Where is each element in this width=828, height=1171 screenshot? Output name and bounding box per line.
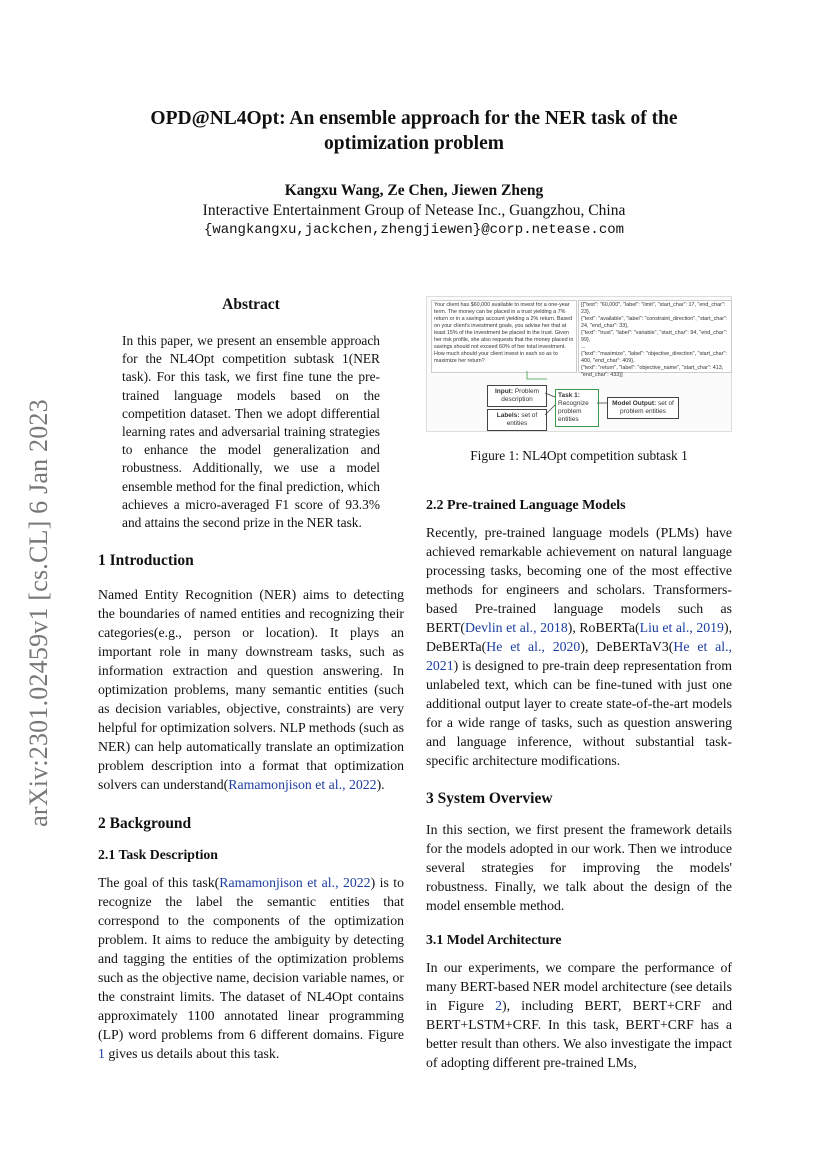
- figure-1: [426, 296, 732, 432]
- intro-citation[interactable]: Ramamonjison et al., 2022: [228, 777, 377, 793]
- paper-title: OPD@NL4Opt: An ensemble approach for the NER task of the optimization problem: [150, 108, 678, 154]
- input-box: Input: Problem description: [487, 385, 547, 407]
- system-overview-paragraph: In this section, we first present the framework details for the models adopted in our work. Then we introduce several strategies for improving the models' robustness. Finally, we talk about the design of the model ensemble method.: [426, 822, 732, 913]
- task-description-heading: 2.1 Task Description: [98, 847, 218, 863]
- json-line: {"text": "available", "label": "constraint_direction", "start_char": 24, "end_char": 33},: [581, 316, 728, 329]
- arxiv-stamp-text: arXiv:2301.02459v1 [cs.CL] 6 Jan 2023: [24, 399, 53, 827]
- abstract-text: In this paper, we present an ensemble approach for the NL4Opt competition subtask 1(NER task). For this task, we first fine tune the pre-trained language models based on the competition dataset. Then we adopt differential learning rates and adversarial training strategies to enhance the model generalization and robustness. Additionally, we use a model ensemble method for the final prediction, which achieves a micro-averaged F1 score of 93.3% and attains the second prize in the NER task.: [122, 333, 380, 531]
- json-line: ...: [581, 344, 586, 350]
- citation-roberta[interactable]: Liu et al., 2019: [639, 620, 724, 635]
- citation-deberta[interactable]: He et al., 2020: [486, 639, 581, 654]
- plm-heading: 2.2 Pre-trained Language Models: [426, 498, 626, 513]
- intro-paragraph: [98, 585, 404, 794]
- paper-affiliation: Interactive Entertainment Group of Netease Inc., Guangzhou, China: [202, 202, 626, 219]
- figure-caption: Figure 1: NL4Opt competition subtask 1: [470, 448, 688, 463]
- plm-text-3: ), DeBERTa(: [426, 620, 733, 654]
- task-text-end: gives us details about this task.: [104, 1046, 280, 1062]
- json-line: [{"text": "60,000", "label": "limit", "start_char": 17, "end_char": 23},: [581, 302, 726, 315]
- background-heading: 2 Background: [98, 815, 192, 833]
- paper-authors: Kangxu Wang, Ze Chen, Jiewen Zheng: [284, 182, 544, 199]
- json-line: {"text": "maximize", "label": "objective_direction", "start_char": 400, "end_char": 409},: [581, 351, 727, 364]
- labels-box: Labels: set of entities: [487, 409, 547, 431]
- json-line: {"text": "trust", "label": "variable", "start_char": 94, "end_char": 99},: [581, 330, 728, 343]
- abstract-heading: Abstract: [222, 296, 280, 313]
- intro-text: Named Entity Recognition (NER) aims to detecting the boundaries of named entities and recognizing their categories(e.g., person or location). It plays an important role in many downstream tasks, such as information extraction and question answering. In optimization problems, many semantic entities (such as decision variables, objective, constraints) are very helpful for optimization solvers. NLP methods (such as NER) can help automatically translate an optimization problem description into a format that optimization solvers can understand(: [98, 587, 404, 793]
- intro-tail: ).: [376, 777, 385, 793]
- task-text-post: ) is to recognize the label the semantic entities that correspond to the components of the optimization problem. It aims to reduce the ambiguity by detecting and tagging the entities of the optimization problems such as the objective name, decision variable names, or the constraint limits. The dataset of NL4Opt contains approximately 1100 annotated linear programming (LP) word problems from 6 different domains. Figure: [98, 875, 405, 1043]
- json-line: {"text": "return", "label": "objective_name", "start_char": 413, "end_char": 433}]: [581, 365, 724, 378]
- task-box: Task 1: Recognize problem entities: [555, 389, 599, 427]
- task-text-pre: The goal of this task(: [98, 875, 220, 891]
- right-column: [426, 296, 732, 1072]
- left-column: [98, 296, 404, 1063]
- figure-problem-text: Your client has $60,000 available to invest for a one-year term. The money can be placed in a trust yielding a 7% return or in a savings account yielding a 2% return. Based on your client's investment goals, you advise her that at least 15% of the investment be placed in the trust. Given her risk profile, she also requests that the money placed in savings should not exceed 60% of her total investment. How much should your client invest in each so as to maximize her return?: [431, 300, 577, 373]
- paper-email: {wangkangxu,jackchen,zhengjiewen}@corp.netease.com: [203, 222, 625, 238]
- figure-arrows: [427, 297, 733, 431]
- figure-2-ref[interactable]: 2: [495, 998, 503, 1013]
- task-description-paragraph: [98, 873, 404, 1063]
- figure-ref[interactable]: 1: [98, 1046, 105, 1062]
- arch-text-1: In our experiments, we compare the performance of many BERT-based NER model architecture (see details in Figure: [426, 960, 732, 1013]
- system-overview-heading: 3 System Overview: [426, 790, 553, 807]
- model-architecture-heading: 3.1 Model Architecture: [426, 932, 562, 947]
- output-box: Model Output: set of problem entities: [607, 397, 679, 419]
- plm-text-4: ), DeBERTaV3(: [580, 639, 674, 654]
- arch-text-2: ), including BERT, BERT+CRF and BERT+LSTM+CRF. In this task, BERT+CRF has a better result than others. We also investigate the impact of adopting different pre-trained LMs,: [426, 998, 732, 1070]
- task-citation[interactable]: Ramamonjison et al., 2022: [219, 875, 371, 891]
- intro-heading: 1 Introduction: [98, 552, 194, 570]
- arxiv-stamp: [8, 378, 70, 848]
- plm-text-1: Recently, pre-trained language models (PLMs) have achieved remarkable achievement on natural language processing tasks, becoming one of the most effective methods for engineers and scholars. Transformers-based Pre-trained language models such as BERT(: [426, 525, 732, 635]
- plm-text-5: ) is designed to pre-train deep representation from unlabeled text, which can be fine-tuned with just one additional output layer to create state-of-the-art models for a wide range of tasks, such as question answering and language inference, without substantial task-specific architecture modifications.: [426, 658, 732, 768]
- citation-bert[interactable]: Devlin et al., 2018: [465, 620, 568, 635]
- model-architecture-paragraph: [426, 958, 732, 1072]
- plm-text-2: ), RoBERTa(: [567, 620, 640, 635]
- citation-debertav3[interactable]: He et al., 2021: [426, 639, 732, 673]
- plm-paragraph: [426, 523, 732, 770]
